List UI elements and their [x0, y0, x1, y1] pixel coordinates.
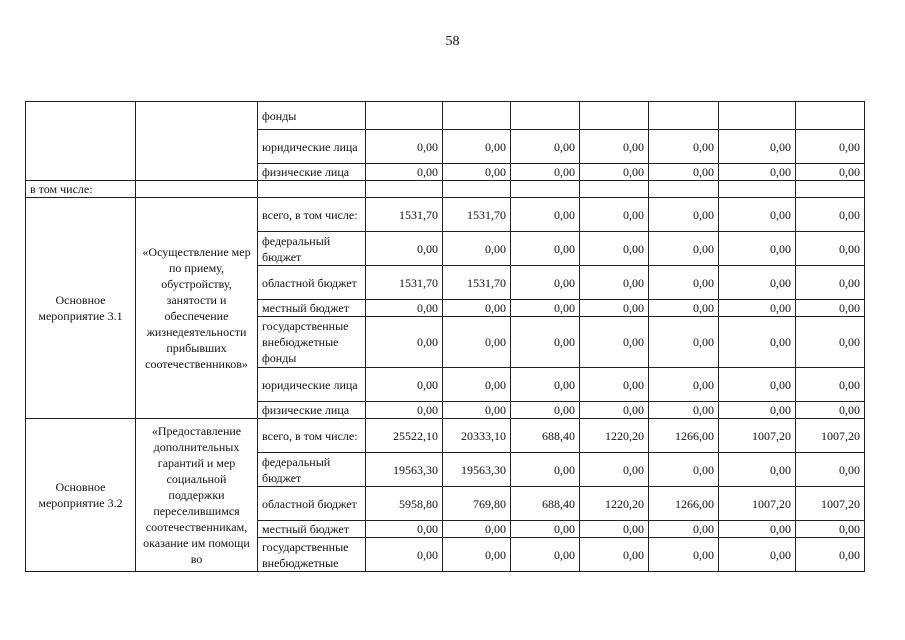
value-cell: 0,00 — [366, 164, 443, 181]
value-cell: 19563,30 — [443, 453, 511, 487]
source-label: областной бюджет — [258, 487, 366, 521]
source-label: физические лица — [258, 164, 366, 181]
activity-name: «Предоставление дополнительных гарантий и мер социальной поддержки переселившимся соотечественникам, оказание им помощи во — [136, 419, 258, 572]
value-cell: 0,00 — [443, 300, 511, 317]
value-cell: 0,00 — [719, 300, 796, 317]
program-cell — [26, 102, 136, 181]
value-cell: 0,00 — [443, 130, 511, 164]
in-that-number-label: в том числе: — [26, 181, 136, 198]
value-cell: 0,00 — [796, 368, 865, 402]
value-cell: 0,00 — [719, 402, 796, 419]
source-label: всего, в том числе: — [258, 419, 366, 453]
value-cell: 0,00 — [719, 198, 796, 232]
value-cell: 0,00 — [580, 368, 649, 402]
value-cell: 0,00 — [719, 232, 796, 266]
value-cell: 0,00 — [796, 453, 865, 487]
value-cell: 0,00 — [580, 198, 649, 232]
value-cell: 0,00 — [443, 164, 511, 181]
value-cell: 0,00 — [719, 130, 796, 164]
value-cell: 0,00 — [719, 266, 796, 300]
value-cell: 20333,10 — [443, 419, 511, 453]
value-cell: 0,00 — [366, 402, 443, 419]
source-label: федеральный бюджет — [258, 232, 366, 266]
value-cell: 0,00 — [796, 130, 865, 164]
value-cell: 1007,20 — [719, 487, 796, 521]
value-cell: 0,00 — [649, 538, 719, 572]
value-cell: 0,00 — [719, 521, 796, 538]
value-cell: 1266,00 — [649, 487, 719, 521]
value-cell: 0,00 — [443, 402, 511, 419]
value-cell: 0,00 — [796, 317, 865, 368]
page-number: 58 — [445, 34, 460, 49]
empty-cell — [366, 181, 443, 198]
value-cell: 0,00 — [649, 453, 719, 487]
value-cell: 0,00 — [719, 164, 796, 181]
value-cell: 0,00 — [580, 453, 649, 487]
value-cell: 0,00 — [366, 317, 443, 368]
value-cell: 0,00 — [443, 368, 511, 402]
value-cell: 0,00 — [511, 538, 580, 572]
activity-name: «Осуществление мер по приему, обустройству, занятости и обеспечение жизнедеятельности прибывших соотечественников» — [136, 198, 258, 419]
value-cell: 0,00 — [649, 368, 719, 402]
value-cell: 0,00 — [796, 164, 865, 181]
source-label: государственные внебюджетные — [258, 538, 366, 572]
value-cell: 0,00 — [511, 317, 580, 368]
value-cell: 1266,00 — [649, 419, 719, 453]
empty-cell — [580, 181, 649, 198]
value-cell: 0,00 — [580, 164, 649, 181]
value-cell: 1220,20 — [580, 419, 649, 453]
value-cell: 0,00 — [366, 130, 443, 164]
value-cell: 0,00 — [796, 232, 865, 266]
table-row — [26, 419, 865, 453]
value-cell: 0,00 — [796, 300, 865, 317]
value-cell: 0,00 — [366, 300, 443, 317]
program-name: Основное мероприятие 3.2 — [26, 419, 136, 572]
value-cell: 0,00 — [511, 453, 580, 487]
value-cell: 5958,80 — [366, 487, 443, 521]
value-cell — [580, 102, 649, 130]
value-cell: 688,40 — [511, 419, 580, 453]
value-cell: 0,00 — [511, 164, 580, 181]
value-cell — [649, 102, 719, 130]
value-cell: 0,00 — [443, 232, 511, 266]
value-cell: 0,00 — [649, 232, 719, 266]
value-cell: 0,00 — [511, 300, 580, 317]
value-cell: 0,00 — [511, 130, 580, 164]
value-cell: 1220,20 — [580, 487, 649, 521]
value-cell: 1007,20 — [719, 419, 796, 453]
value-cell: 0,00 — [649, 402, 719, 419]
value-cell: 1531,70 — [366, 266, 443, 300]
value-cell: 0,00 — [649, 317, 719, 368]
value-cell: 0,00 — [511, 266, 580, 300]
value-cell: 1531,70 — [366, 198, 443, 232]
value-cell: 0,00 — [580, 130, 649, 164]
empty-cell — [258, 181, 366, 198]
source-label: государственные внебюджетные фонды — [258, 317, 366, 368]
value-cell: 0,00 — [366, 521, 443, 538]
source-label: всего, в том числе: — [258, 198, 366, 232]
empty-cell — [649, 181, 719, 198]
value-cell: 0,00 — [796, 521, 865, 538]
value-cell: 0,00 — [511, 368, 580, 402]
table-row — [26, 102, 865, 130]
activity-cell — [136, 102, 258, 181]
value-cell: 0,00 — [649, 198, 719, 232]
value-cell — [366, 102, 443, 130]
source-label: местный бюджет — [258, 521, 366, 538]
value-cell: 1007,20 — [796, 419, 865, 453]
value-cell: 769,80 — [443, 487, 511, 521]
source-label: физические лица — [258, 402, 366, 419]
value-cell — [443, 102, 511, 130]
value-cell: 0,00 — [580, 538, 649, 572]
empty-cell — [719, 181, 796, 198]
value-cell: 0,00 — [366, 538, 443, 572]
value-cell: 0,00 — [511, 198, 580, 232]
table-row — [26, 181, 865, 198]
value-cell: 0,00 — [443, 317, 511, 368]
source-label: областной бюджет — [258, 266, 366, 300]
value-cell: 0,00 — [580, 266, 649, 300]
value-cell: 0,00 — [366, 368, 443, 402]
value-cell: 1531,70 — [443, 198, 511, 232]
empty-cell — [511, 181, 580, 198]
value-cell: 0,00 — [649, 300, 719, 317]
value-cell: 0,00 — [649, 521, 719, 538]
value-cell: 0,00 — [580, 232, 649, 266]
value-cell: 0,00 — [580, 402, 649, 419]
value-cell: 0,00 — [580, 521, 649, 538]
value-cell: 0,00 — [796, 266, 865, 300]
value-cell: 0,00 — [511, 521, 580, 538]
value-cell: 0,00 — [580, 317, 649, 368]
source-label: юридические лица — [258, 130, 366, 164]
value-cell: 19563,30 — [366, 453, 443, 487]
value-cell: 0,00 — [366, 232, 443, 266]
source-label: юридические лица — [258, 368, 366, 402]
empty-cell — [796, 181, 865, 198]
value-cell: 0,00 — [580, 300, 649, 317]
value-cell: 0,00 — [719, 368, 796, 402]
value-cell: 0,00 — [719, 453, 796, 487]
value-cell — [511, 102, 580, 130]
value-cell — [719, 102, 796, 130]
value-cell: 0,00 — [649, 130, 719, 164]
empty-cell — [136, 181, 258, 198]
value-cell: 0,00 — [719, 538, 796, 572]
empty-cell — [443, 181, 511, 198]
value-cell: 0,00 — [649, 266, 719, 300]
value-cell: 0,00 — [511, 402, 580, 419]
value-cell: 0,00 — [443, 538, 511, 572]
source-label: местный бюджет — [258, 300, 366, 317]
value-cell: 0,00 — [796, 538, 865, 572]
value-cell: 0,00 — [719, 317, 796, 368]
value-cell: 0,00 — [511, 232, 580, 266]
value-cell: 25522,10 — [366, 419, 443, 453]
value-cell: 1007,20 — [796, 487, 865, 521]
value-cell: 0,00 — [796, 402, 865, 419]
program-name: Основное мероприятие 3.1 — [26, 198, 136, 419]
value-cell: 1531,70 — [443, 266, 511, 300]
value-cell: 0,00 — [796, 198, 865, 232]
value-cell: 0,00 — [443, 521, 511, 538]
source-label: фонды — [258, 102, 366, 130]
source-label: федеральный бюджет — [258, 453, 366, 487]
value-cell — [796, 102, 865, 130]
table-row — [26, 198, 865, 232]
budget-table — [25, 101, 865, 572]
value-cell: 0,00 — [649, 164, 719, 181]
value-cell: 688,40 — [511, 487, 580, 521]
